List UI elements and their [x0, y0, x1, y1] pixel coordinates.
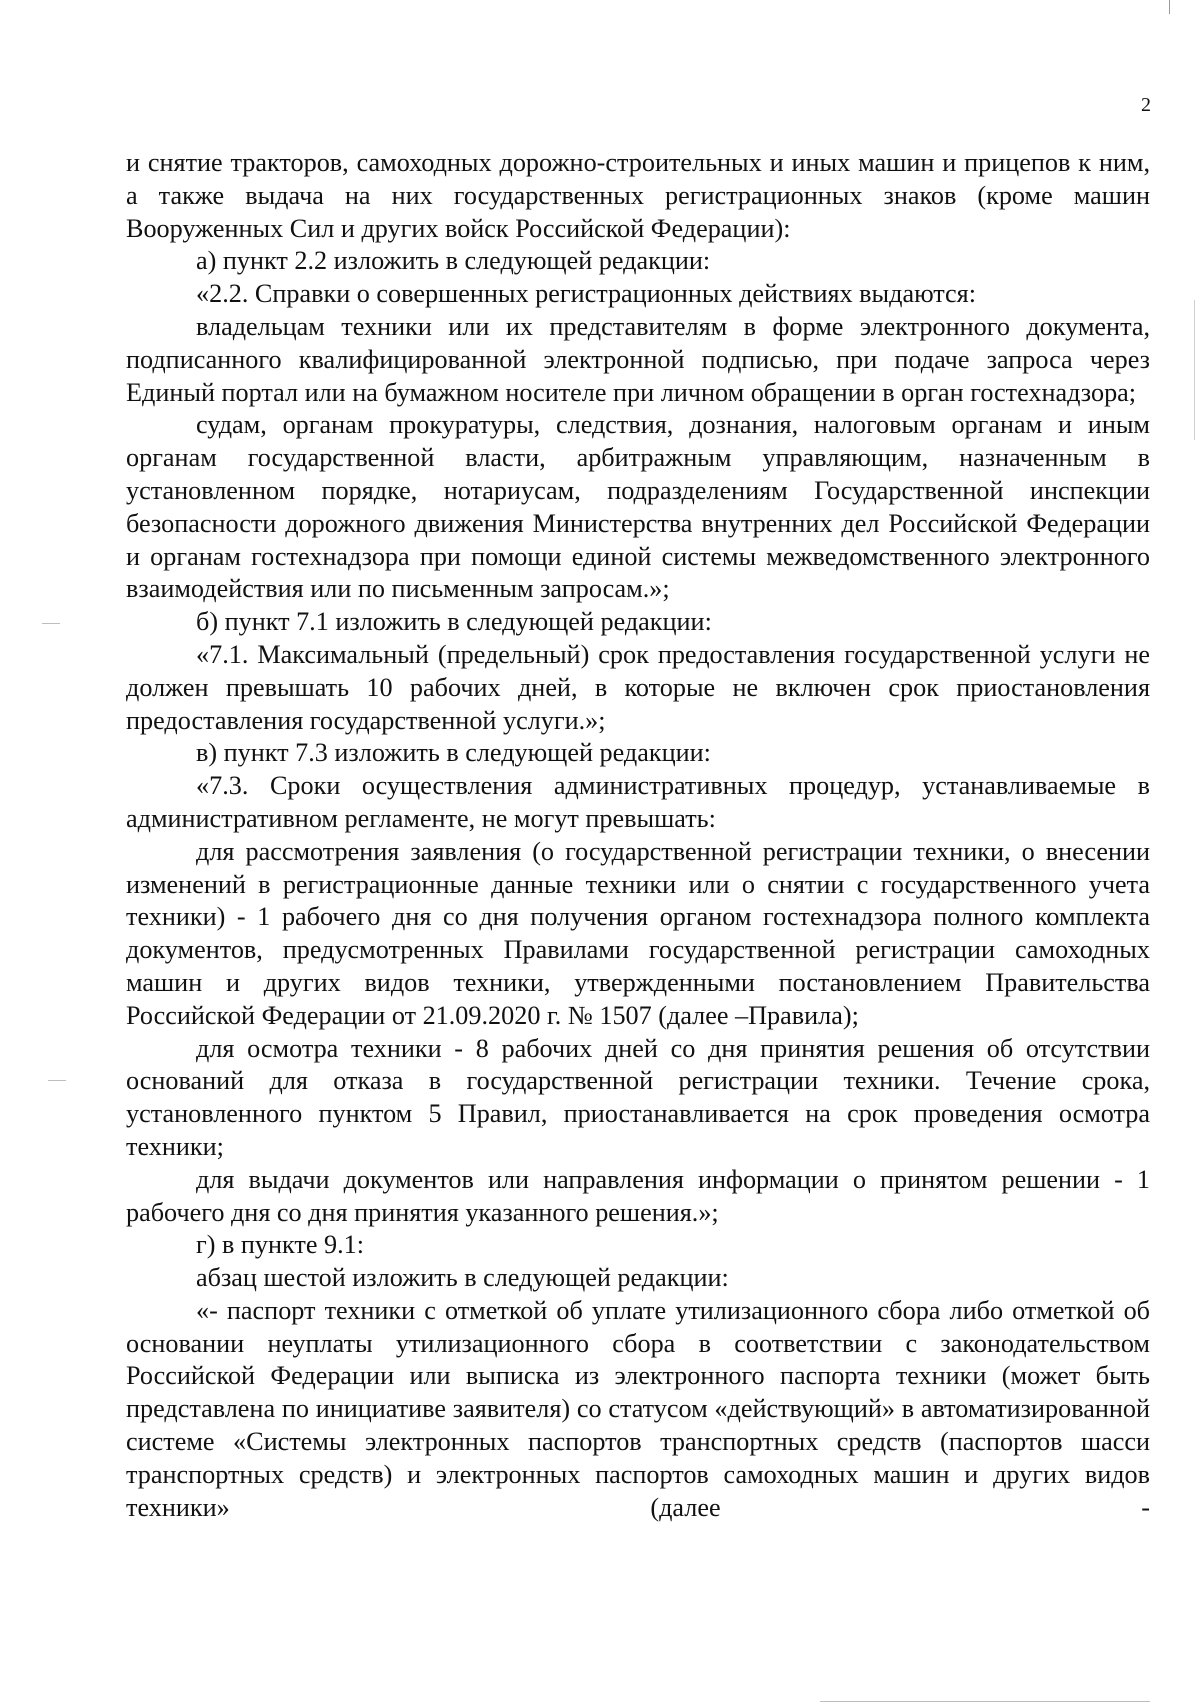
paragraph-passport-quote: «- паспорт техники с отметкой об уплате утилизационного сбора либо отметкой об основании неуплаты утилизационного сбора в соответствии с законодательством Российской Федерации или выписка из электронного паспорта техники (может быть представлена по инициативе заявителя) со статусом «действующий» в автоматизированной системе «Системы электронных паспортов транспортных средств (паспортов шасси транспортных средств) и электронных паспортов самоходных машин и других видов техники» (далее -	[126, 1295, 1150, 1522]
scan-mark-bottom	[820, 1701, 1150, 1702]
paragraph-continuation: и снятие тракторов, самоходных дорожно-строительных и иных машин и прицепов к ним, а также выдача на них государственных регистрационных знаков (кроме машин Вооруженных Сил и других войск Российской Федерации):	[126, 148, 1150, 243]
scan-mark-left-2	[48, 1080, 66, 1081]
paragraph-quote-2-2: «2.2. Справки о совершенных регистрационных действиях выдаются:	[196, 279, 976, 309]
paragraph-inspection: для осмотра техники - 8 рабочих дней со дня принятия решения об отсутствии оснований для отказа в государственной регистрации техники. Течение срока, установленного пунктом 5 Правил, приостанавливается на срок проведения осмотра техники;	[126, 1033, 1150, 1161]
paragraph-issuance: для выдачи документов или направления информации о принятом решении - 1 рабочего дня со дня принятия указанного решения.»;	[126, 1164, 1150, 1227]
page-number: 2	[1141, 94, 1151, 116]
paragraph-item-a: а) пункт 2.2 изложить в следующей редакции:	[196, 246, 711, 276]
paragraph-sixth-abzac: абзац шестой изложить в следующей редакции:	[196, 1263, 729, 1293]
paragraph-quote-7-1: «7.1. Максимальный (предельный) срок предоставления государственной услуги не должен превышать 10 рабочих дней, в которые не включен срок приостановления предоставления государственной услуги.»;	[126, 639, 1150, 735]
paragraph-item-v: в) пункт 7.3 изложить в следующей редакции:	[196, 738, 711, 768]
paragraph-application-review: для рассмотрения заявления (о государственной регистрации техники, о внесении изменений в регистрационные данные техники или о снятии с государственного учета техники) - 1 рабочего дня со дня получения органом гостехнадзора полного комплекта документов, предусмотренных Правилами государственной регистрации самоходных машин и других видов техники, утвержденными постановлением Правительства Российской Федерации от 21.09.2020 г. № 1507 (далее –Правила);	[126, 836, 1150, 1030]
paragraph-courts: судам, органам прокуратуры, следствия, дознания, налоговым органам и иным органам государственной власти, арбитражным управляющим, назначенным в установленном порядке, нотариусам, подразделениям Государственной инспекции безопасности дорожного движения Министерства внутренних дел Российской Федерации и органам гостехнадзора при помощи единой системы межведомственного электронного взаимодействия или по письменным запросам.»;	[126, 410, 1150, 604]
paragraph-item-g: г) в пункте 9.1:	[196, 1230, 365, 1260]
scan-mark-left-1	[42, 623, 60, 624]
paragraph-quote-7-3: «7.3. Сроки осуществления административных процедур, устанавливаемые в административном регламенте, не могут превышать:	[126, 771, 1150, 833]
scan-mark-right-edge	[1194, 300, 1195, 440]
scan-mark-top-right	[1169, 0, 1170, 14]
document-body	[126, 147, 1150, 1524]
paragraph-owners: владельцам техники или их представителям в форме электронного документа, подписанного квалифицированной электронной подписью, при подаче запроса через Единый портал или на бумажном носителе при личном обращении в орган гостехнадзора;	[126, 311, 1150, 407]
paragraph-item-b: б) пункт 7.1 изложить в следующей редакции:	[196, 607, 712, 637]
